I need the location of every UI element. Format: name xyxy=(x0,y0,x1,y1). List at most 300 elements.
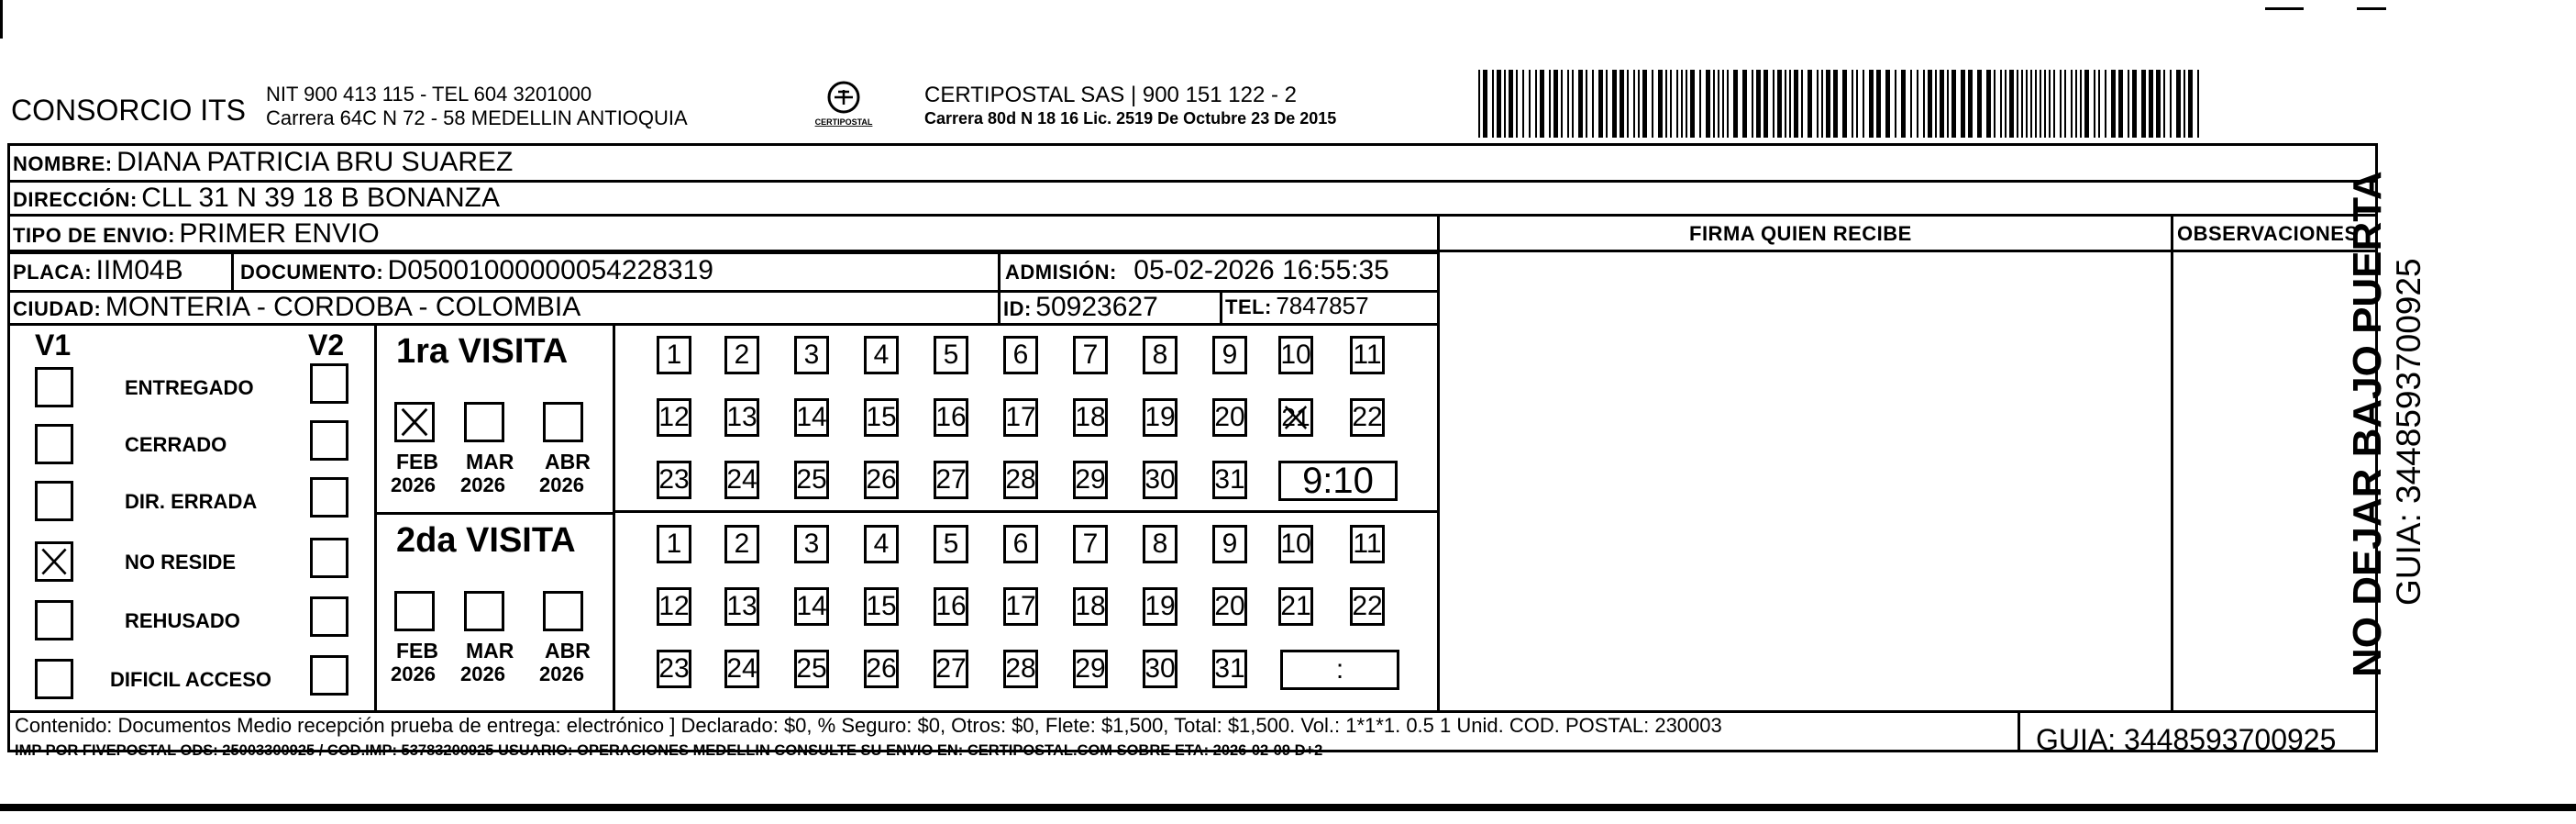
barcode-bar xyxy=(1535,70,1537,138)
day-number: 18 xyxy=(1075,402,1106,432)
day-number: 2 xyxy=(734,529,750,559)
day-box-20[interactable] xyxy=(1212,398,1247,437)
day-box-28[interactable] xyxy=(1003,650,1038,688)
barcode-bar xyxy=(2111,70,2116,138)
day-number: 22 xyxy=(1352,591,1383,621)
barcode-bar xyxy=(2075,70,2077,138)
barcode-bar xyxy=(1817,70,1819,138)
barcode-bar xyxy=(1752,70,1753,138)
v2-label: V2 xyxy=(308,328,345,362)
day-box-8[interactable] xyxy=(1143,336,1177,374)
visit-title: 2da VISITA xyxy=(396,521,576,560)
day-number: 29 xyxy=(1075,464,1106,495)
month-label: FEB xyxy=(396,450,438,473)
barcode-bar xyxy=(1733,70,1738,138)
barcode-bar xyxy=(2098,70,2100,138)
day-number: 19 xyxy=(1144,591,1176,621)
time-value: : xyxy=(1335,654,1344,685)
month-label: FEB xyxy=(396,639,438,663)
barcode-bar xyxy=(2084,70,2089,138)
day-number: 17 xyxy=(1005,591,1036,621)
certipostal-logo xyxy=(807,77,880,132)
day-number: 21 xyxy=(1280,591,1311,621)
day-box-3[interactable] xyxy=(794,336,829,374)
barcode-bar xyxy=(1572,70,1574,138)
barcode-bar xyxy=(2017,70,2018,138)
v2-checkbox[interactable] xyxy=(310,596,348,637)
v2-checkbox[interactable] xyxy=(310,655,348,696)
row-line xyxy=(1437,250,2378,252)
day-number: 3 xyxy=(803,529,820,559)
barcode-bar xyxy=(1642,70,1647,138)
barcode-bar xyxy=(1497,70,1501,138)
barcode-bar xyxy=(1785,70,1786,138)
barcode-bar xyxy=(1756,70,1761,138)
barcode-bar xyxy=(1869,70,1874,138)
status-label: DIR. ERRADA xyxy=(125,490,258,513)
day-number: 23 xyxy=(658,464,690,495)
day-box-17[interactable] xyxy=(1003,587,1038,626)
id-value: 50923627 xyxy=(1035,292,1158,322)
barcode-bar xyxy=(1690,70,1695,138)
col-line xyxy=(998,251,1001,325)
day-number: 8 xyxy=(1152,529,1168,559)
day-number: 15 xyxy=(866,591,897,621)
barcode-bar xyxy=(1808,70,1812,138)
month-label: MAR xyxy=(466,450,514,473)
placa-row xyxy=(13,257,183,284)
day-box-24[interactable] xyxy=(724,650,759,688)
day-number: 28 xyxy=(1005,464,1036,495)
day-number: 24 xyxy=(726,464,757,495)
day-box-13[interactable] xyxy=(724,398,759,437)
svg-text:CERTIPOSTAL: CERTIPOSTAL xyxy=(814,117,873,127)
status-label: ENTREGADO xyxy=(125,376,254,399)
day-number: 9 xyxy=(1222,529,1238,559)
day-box-14[interactable] xyxy=(794,587,829,626)
day-number: 31 xyxy=(1214,653,1245,684)
barcode-bar xyxy=(1773,70,1774,138)
border-top xyxy=(7,143,2378,146)
barcode-bar xyxy=(1713,70,1715,138)
day-box-3[interactable] xyxy=(794,525,829,563)
day-number: 10 xyxy=(1280,529,1311,559)
barcode-bar xyxy=(2156,70,2161,138)
row-line xyxy=(374,512,614,515)
barcode-bar xyxy=(1777,70,1782,138)
ciudad-row xyxy=(13,294,580,321)
ciudad-value: MONTERIA - CORDOBA - COLOMBIA xyxy=(105,292,581,322)
barcode-bar xyxy=(1718,70,1719,138)
day-number: 14 xyxy=(796,402,827,432)
documento-row xyxy=(240,257,713,284)
month-checkbox[interactable] xyxy=(464,591,504,631)
time-box[interactable] xyxy=(1280,650,1399,690)
day-box-25[interactable] xyxy=(794,461,829,499)
v1-checkbox[interactable] xyxy=(35,541,73,582)
barcode-bar xyxy=(1917,70,1918,138)
day-box-20[interactable] xyxy=(1212,587,1247,626)
barcode-bar xyxy=(2094,70,2095,138)
day-number: 9 xyxy=(1222,340,1238,370)
status-label: DIFICIL ACCESO xyxy=(110,668,272,691)
barcode-bar xyxy=(2009,70,2014,138)
ciudad-label: CIUDAD: xyxy=(13,297,102,320)
barcode-bar xyxy=(1529,70,1531,138)
day-box-17[interactable] xyxy=(1003,398,1038,437)
barcode-bar xyxy=(1699,70,1701,138)
barcode-bar xyxy=(2163,70,2165,138)
border-left xyxy=(7,143,10,752)
v2-checkbox[interactable] xyxy=(310,420,348,461)
day-number: 18 xyxy=(1075,591,1106,621)
day-number: 30 xyxy=(1144,464,1176,495)
day-number: 6 xyxy=(1012,529,1029,559)
barcode-bar xyxy=(1833,70,1838,138)
barcode-bar xyxy=(1658,70,1663,138)
day-box-7[interactable] xyxy=(1073,336,1108,374)
day-number: 14 xyxy=(796,591,827,621)
day-number: 3 xyxy=(803,340,820,370)
day-number: 13 xyxy=(726,402,757,432)
day-box-18[interactable] xyxy=(1073,587,1108,626)
status-label: CERRADO xyxy=(125,433,227,456)
month-year: 2026 xyxy=(391,663,436,685)
barcode-bar xyxy=(2044,70,2046,138)
day-number: 20 xyxy=(1214,402,1245,432)
day-box-8[interactable] xyxy=(1143,525,1177,563)
barcode-bar xyxy=(1652,70,1653,138)
day-box-26[interactable] xyxy=(864,650,899,688)
day-box-19[interactable] xyxy=(1143,398,1177,437)
documento-value: D05001000000054228319 xyxy=(387,255,713,285)
placa-label: PLACA: xyxy=(13,261,93,284)
barcode-bar xyxy=(1885,70,1890,138)
month-year: 2026 xyxy=(460,663,505,685)
day-box-9[interactable] xyxy=(1212,525,1247,563)
row-line xyxy=(7,323,1440,326)
admision-row xyxy=(1005,257,1389,284)
barcode-bar xyxy=(2035,70,2037,138)
barcode-bar xyxy=(2118,70,2123,138)
day-number: 4 xyxy=(873,340,890,370)
day-box-25[interactable] xyxy=(794,650,829,688)
day-box-15[interactable] xyxy=(864,587,899,626)
day-number: 26 xyxy=(866,653,897,684)
company-name: CONSORCIO ITS xyxy=(11,94,247,127)
barcode-bar xyxy=(1504,70,1506,138)
status-label: REHUSADO xyxy=(125,609,240,632)
barcode-bar xyxy=(1801,70,1803,138)
day-number: 11 xyxy=(1353,340,1382,370)
barcode-bar xyxy=(2184,70,2185,138)
month-year: 2026 xyxy=(539,663,584,685)
carrier-address: Carrera 80d N 18 16 Lic. 2519 De Octubre 23 De 2015 xyxy=(924,109,1337,128)
barcode-bar xyxy=(1863,70,1864,138)
barcode-bar xyxy=(1670,70,1672,138)
month-year: 2026 xyxy=(539,473,584,496)
day-number: 19 xyxy=(1144,402,1176,432)
day-box-7[interactable] xyxy=(1073,525,1108,563)
barcode-bar xyxy=(1549,70,1551,138)
day-number: 25 xyxy=(796,464,827,495)
id-label: ID: xyxy=(1003,297,1032,320)
barcode-bar xyxy=(1901,70,1906,138)
barcode-bar xyxy=(1994,70,1996,138)
month-year: 2026 xyxy=(460,473,505,496)
barcode-bar xyxy=(1910,70,1912,138)
barcode-bar xyxy=(2188,70,2193,138)
day-number: 27 xyxy=(935,464,967,495)
day-number: 24 xyxy=(726,653,757,684)
day-box-31[interactable] xyxy=(1212,650,1247,688)
day-box-23[interactable] xyxy=(657,461,691,499)
barcode-bar xyxy=(1686,70,1687,138)
tipo-row xyxy=(13,220,380,248)
v1-checkbox[interactable] xyxy=(35,424,73,464)
tipo-value: PRIMER ENVIO xyxy=(179,218,380,249)
day-number: 2 xyxy=(734,340,750,370)
day-box-21[interactable] xyxy=(1278,587,1313,626)
barcode-bar xyxy=(1727,70,1729,138)
day-box-22[interactable] xyxy=(1350,587,1385,626)
day-number: 30 xyxy=(1144,653,1176,684)
firma-label: FIRMA QUIEN RECIBE xyxy=(1689,222,1912,245)
day-box-4[interactable] xyxy=(864,525,899,563)
barcode-bar xyxy=(2005,70,2007,138)
barcode-bar xyxy=(1923,70,1925,138)
barcode-bar xyxy=(2105,70,2106,138)
day-box-5[interactable] xyxy=(934,336,968,374)
barcode-bar xyxy=(1676,70,1678,138)
barcode xyxy=(1478,70,2203,138)
v1-checkbox[interactable] xyxy=(35,600,73,640)
barcode-bar xyxy=(1821,70,1823,138)
day-box-27[interactable] xyxy=(934,650,968,688)
barcode-bar xyxy=(2080,70,2082,138)
day-number: 28 xyxy=(1005,653,1036,684)
barcode-bar xyxy=(1986,70,1991,138)
day-number: 27 xyxy=(935,653,967,684)
barcode-bar xyxy=(1553,70,1558,138)
placa-value: IIM04B xyxy=(95,255,183,285)
day-box-18[interactable] xyxy=(1073,398,1108,437)
tel-label: TEL: xyxy=(1225,295,1272,318)
barcode-bar xyxy=(1977,70,1982,138)
v1-checkbox[interactable] xyxy=(35,367,73,407)
day-box-27[interactable] xyxy=(934,461,968,499)
month-checkbox[interactable] xyxy=(394,402,435,442)
barcode-bar xyxy=(1633,70,1635,138)
barcode-bar xyxy=(1895,70,1896,138)
month-checkbox[interactable] xyxy=(394,591,435,631)
day-box-11[interactable] xyxy=(1350,336,1385,374)
month-year: 2026 xyxy=(391,473,436,496)
barcode-bar xyxy=(1627,70,1629,138)
barcode-bar xyxy=(2176,70,2181,138)
barcode-bar xyxy=(1620,70,1624,138)
footer-content: Contenido: Documentos Medio recepción prueba de entrega: electrónico ] Declarado: $0, % Seguro: $0, Otros: $0, Flete: $1,500, Total: $1,500. Vol.: 1*1*1. 0.5 1 Unid. COD. POSTAL: 230003 xyxy=(15,714,1722,737)
v1-checkbox[interactable] xyxy=(35,481,73,521)
barcode-bar xyxy=(1794,70,1798,138)
day-box-22[interactable] xyxy=(1350,398,1385,437)
day-box-30[interactable] xyxy=(1143,650,1177,688)
month-label: ABR xyxy=(545,450,591,473)
barcode-bar xyxy=(1483,70,1487,138)
v2-checkbox[interactable] xyxy=(310,538,348,578)
direccion-value: CLL 31 N 39 18 B BONANZA xyxy=(141,183,500,213)
left-edge-mark xyxy=(0,0,3,39)
day-box-14[interactable] xyxy=(794,398,829,437)
day-box-28[interactable] xyxy=(1003,461,1038,499)
barcode-bar xyxy=(1492,70,1494,138)
row-line xyxy=(613,510,1440,513)
day-number: 7 xyxy=(1082,340,1099,370)
barcode-bar xyxy=(1826,70,1830,138)
day-number: 29 xyxy=(1075,653,1106,684)
v1-label: V1 xyxy=(35,328,72,362)
observaciones-label: OBSERVACIONES xyxy=(2177,222,2359,245)
id-row xyxy=(1003,294,1158,321)
month-checkbox[interactable] xyxy=(543,591,583,631)
day-number: 21 xyxy=(1281,403,1310,431)
day-number: 16 xyxy=(935,591,967,621)
day-box-19[interactable] xyxy=(1143,587,1177,626)
barcode-bar xyxy=(1540,70,1544,138)
visit-title: 1ra VISITA xyxy=(396,332,569,371)
day-box-2[interactable] xyxy=(724,336,759,374)
barcode-bar xyxy=(1578,70,1583,138)
day-number: 4 xyxy=(873,529,890,559)
day-box-6[interactable] xyxy=(1003,525,1038,563)
corner-mark xyxy=(2265,7,2304,10)
barcode-bar xyxy=(1567,70,1569,138)
day-number: 6 xyxy=(1012,340,1029,370)
carrier-name: CERTIPOSTAL SAS | 900 151 122 - 2 xyxy=(924,83,1297,107)
tel-row xyxy=(1225,294,1369,317)
company-nit: NIT 900 413 115 - TEL 604 3201000 xyxy=(266,83,592,106)
barcode-bar xyxy=(1509,70,1513,138)
barcode-bar xyxy=(1742,70,1747,138)
admision-label: ADMISIÓN: xyxy=(1005,261,1117,284)
v2-checkbox[interactable] xyxy=(310,363,348,404)
barcode-bar xyxy=(1706,70,1710,138)
month-checkbox[interactable] xyxy=(464,402,504,442)
status-label: NO RESIDE xyxy=(125,551,237,573)
day-box-24[interactable] xyxy=(724,461,759,499)
barcode-bar xyxy=(2170,70,2172,138)
barcode-bar xyxy=(1947,70,1949,138)
day-box-23[interactable] xyxy=(657,650,691,688)
barcode-bar xyxy=(2021,70,2023,138)
day-number: 23 xyxy=(658,653,690,684)
time-value: 9:10 xyxy=(1302,460,1374,501)
day-box-1[interactable] xyxy=(657,336,691,374)
barcode-bar xyxy=(1968,70,1973,138)
barcode-bar xyxy=(1928,70,1932,138)
day-box-4[interactable] xyxy=(864,336,899,374)
v1-checkbox[interactable] xyxy=(35,659,73,699)
col-line xyxy=(2018,710,2020,752)
day-number: 11 xyxy=(1353,529,1382,559)
barcode-bar xyxy=(1856,70,1858,138)
day-number: 13 xyxy=(726,591,757,621)
day-box-6[interactable] xyxy=(1003,336,1038,374)
tel-value: 7847857 xyxy=(1276,292,1369,319)
col-line xyxy=(374,323,377,712)
day-box-21[interactable] xyxy=(1278,398,1313,437)
col-line xyxy=(1437,214,1440,713)
day-number: 1 xyxy=(666,529,682,559)
day-box-29[interactable] xyxy=(1073,650,1108,688)
barcode-bar xyxy=(2053,70,2055,138)
x-mark-icon xyxy=(397,405,432,440)
day-box-29[interactable] xyxy=(1073,461,1108,499)
day-box-13[interactable] xyxy=(724,587,759,626)
barcode-bar xyxy=(1522,70,1524,138)
day-number: 31 xyxy=(1214,464,1245,495)
barcode-bar xyxy=(2000,70,2002,138)
day-box-9[interactable] xyxy=(1212,336,1247,374)
day-box-26[interactable] xyxy=(864,461,899,499)
day-number: 22 xyxy=(1352,402,1383,432)
day-number: 17 xyxy=(1005,402,1036,432)
day-box-11[interactable] xyxy=(1350,525,1385,563)
barcode-bar xyxy=(2060,70,2062,138)
row-line xyxy=(7,710,2378,713)
side-guia: GUIA: 3448593700925 xyxy=(2390,258,2427,606)
time-box[interactable] xyxy=(1278,461,1398,501)
admision-value: 05-02-2026 16:55:35 xyxy=(1133,255,1389,285)
day-box-12[interactable] xyxy=(657,587,691,626)
month-label: MAR xyxy=(466,639,514,663)
barcode-bar xyxy=(1598,70,1603,138)
footer-imp: IMP POR FIVEPOSTAL ODS: 25003300925 / COD.IMP: 53783200925 USUARIO: OPERACIONES MEDELLIN CONSULTE SU ENVIO EN: CERTIPOSTAL.COM SOBRE ETA: 2026-02-09 D+2 xyxy=(15,741,1323,759)
direccion-row xyxy=(13,184,500,212)
day-number: 1 xyxy=(666,340,682,370)
day-number: 26 xyxy=(866,464,897,495)
day-box-10[interactable] xyxy=(1278,525,1313,563)
nombre-label: NOMBRE: xyxy=(13,152,113,175)
day-box-31[interactable] xyxy=(1212,461,1247,499)
day-box-5[interactable] xyxy=(934,525,968,563)
row-line xyxy=(7,251,1440,254)
day-box-16[interactable] xyxy=(934,398,968,437)
month-checkbox[interactable] xyxy=(543,402,583,442)
nombre-row xyxy=(13,149,513,176)
day-box-15[interactable] xyxy=(864,398,899,437)
col-line xyxy=(1220,290,1222,325)
month-label: ABR xyxy=(545,639,591,663)
barcode-bar xyxy=(1842,70,1847,138)
barcode-bar xyxy=(1606,70,1608,138)
barcode-bar xyxy=(1592,70,1594,138)
day-box-2[interactable] xyxy=(724,525,759,563)
day-box-12[interactable] xyxy=(657,398,691,437)
barcode-bar xyxy=(1961,70,1965,138)
tipo-label: TIPO DE ENVIO: xyxy=(13,224,175,247)
barcode-bar xyxy=(1852,70,1853,138)
day-box-1[interactable] xyxy=(657,525,691,563)
barcode-bar xyxy=(1940,70,1944,138)
barcode-bar xyxy=(2149,70,2153,138)
v2-checkbox[interactable] xyxy=(310,477,348,518)
col-line xyxy=(613,323,615,712)
day-box-10[interactable] xyxy=(1278,336,1313,374)
day-box-16[interactable] xyxy=(934,587,968,626)
day-box-30[interactable] xyxy=(1143,461,1177,499)
day-number: 8 xyxy=(1152,340,1168,370)
